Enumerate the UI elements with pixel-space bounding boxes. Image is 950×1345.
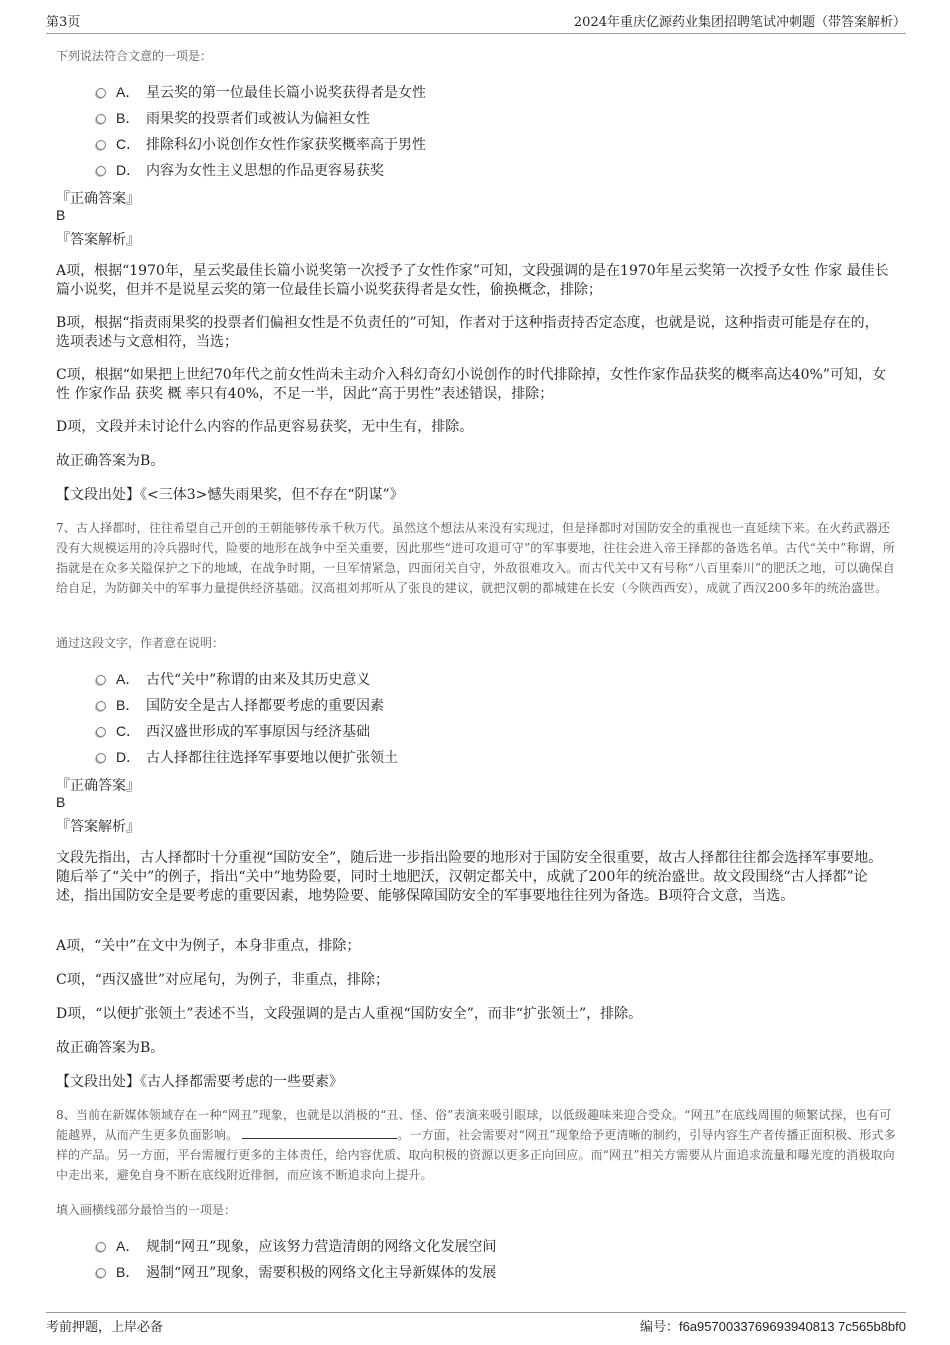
radio-button-icon[interactable] (96, 88, 106, 98)
q6-prompt: 下列说法符合文意的一项是： (56, 49, 213, 63)
option-letter: D． (116, 749, 141, 765)
q8-passage-after: 。一方面，社会需要对“网丑”现象给予更清晰的制约，引导内容生产者传播正面积极、形式多样的产品。另一方面，平台需履行更多的主体责任，给内容优质、取向积极的资源以更多正向回应。而“网丑”相关方需要从片面追求流量和曝光度的消极取向中走出来，避免自身不断在底线附近徘徊，而应该不断追求向上提升。 (56, 1128, 896, 1182)
option-letter: A． (116, 84, 140, 100)
option-text: 规制“网丑”现象，应该努力营造清朗的网络文化发展空间 (146, 1239, 497, 1255)
q6-source: 【文段出处】《<三体3>憾失雨果奖，但不存在“阴谋”》 (56, 487, 404, 503)
radio-button-icon[interactable] (96, 1268, 106, 1278)
q7-source: 【文段出处】《古人择都需要考虑的一些要素》 (56, 1074, 343, 1090)
footer-slogan: 考前押题，上岸必备 (46, 1320, 164, 1335)
option-letter: A． (116, 1238, 140, 1254)
q7-prompt: 通过这段文字，作者意在说明： (56, 636, 225, 650)
q7-answer: B (56, 794, 66, 810)
option-letter: B． (116, 110, 140, 126)
document-code (640, 1316, 906, 1335)
page-number: 第3页 (46, 15, 81, 30)
option-text: 古人择都往往选择军事要地以便扩张领土 (146, 750, 398, 766)
radio-button-icon[interactable] (96, 727, 106, 737)
option-letter: B． (116, 697, 140, 713)
option-text: 排除科幻小说创作女性作家获奖概率高于男性 (146, 137, 426, 153)
code-value: f6a9570033769693940813 7c565b8bf0 (678, 1319, 906, 1334)
option-letter: B． (116, 1264, 140, 1280)
q6-analysis-d: D项，文段并未讨论什么内容的作品更容易获奖，无中生有，排除。 (56, 419, 474, 435)
option-text: 遏制“网丑”现象，需要积极的网络文化主导新媒体的发展 (146, 1265, 497, 1281)
option-text: 古代“关中”称谓的由来及其历史意义 (146, 672, 371, 688)
q7-answer-label: 『正确答案』 (56, 778, 140, 794)
radio-button-icon[interactable] (96, 140, 106, 150)
radio-button-icon[interactable] (96, 114, 106, 124)
q7-analysis-c: C项，“西汉盛世”对应尾句，为例子，非重点，排除； (56, 972, 390, 988)
q7-analysis-main: 文段先指出，古人择都时十分重视“国防安全”，随后进一步指出险要的地形对于国防安全很重要，故古人择都往往都会选择军事要地。随后举了“关中”的例子，指出“关中”地势险要，同时土地肥沃，汉朝定都关中，成就了200年的统治盛世。故文段围绕“古人择都”论述，指出国防安全是要考虑的重要因素，地势险要、能够保障国防安全的军事要地往往列为备选。B项符合文意，当选。 (56, 850, 883, 904)
q8-passage-before: 8、当前在新媒体领域存在一种“网丑”现象，也就是以消极的“丑、怪、俗”表演来吸引眼球，以低级趣味来迎合受众。“网丑”在底线周围的频繁试探，也有可能越界，从而产生更多负面影响。 (56, 1108, 892, 1142)
option-text: 国防安全是古人择都要考虑的重要因素 (146, 698, 384, 714)
q7-conclusion: 故正确答案为B。 (56, 1040, 165, 1056)
radio-button-icon[interactable] (96, 675, 106, 685)
q7-analysis-d: D项，“以便扩张领土”表述不当，文段强调的是古人重视“国防安全”，而非“扩张领土”，排除。 (56, 1006, 643, 1022)
q6-analysis-b: B项，根据“指责雨果奖的投票者们偏袒女性是不负责任的”可知，作者对于这种指责持否定态度，也就是说，这种指责可能是存在的，选项表述与文意相符，当选； (56, 315, 879, 350)
option-text: 星云奖的第一位最佳长篇小说奖获得者是女性 (146, 85, 426, 101)
q8-passage (56, 1105, 901, 1185)
option-letter: C． (116, 723, 141, 739)
q7-passage: 7、古人择都时，往往希望自己开创的王朝能够传承千秋万代。虽然这个想法从来没有实现过，但是择都时对国防安全的重视也一直延续下来。在火药武器还没有大规模运用的冷兵器时代，险要的地形在战争中至关重要，因此那些“进可攻退可守”的军事要地，往往会进入帝王择都的备选名单。古代“关中”称谓，所指就是在众多关隘保护之下的地域，在战争时期，一旦军情紧急，四面闭关自守，外敌很难攻入。而古代关中又有号称“八百里秦川”的肥沃之地，可以确保自给自足，为防御关中的军事力量提供经济基础。汉高祖刘邦听从了张良的建议，就把汉朝的都城建在长安（今陕西西安），成就了西汉200多年的统治盛世。 (56, 521, 896, 595)
radio-button-icon[interactable] (96, 166, 106, 176)
radio-button-icon[interactable] (96, 1242, 106, 1252)
option-letter: C． (116, 136, 141, 152)
q8-prompt: 填入画横线部分最恰当的一项是： (56, 1203, 237, 1217)
code-label: 编号： (639, 1320, 679, 1335)
option-letter: A． (116, 671, 140, 687)
page-footer (46, 1312, 906, 1343)
option-text: 雨果奖的投票者们或被认为偏袒女性 (146, 111, 370, 127)
q6-analysis-label: 『答案解析』 (56, 232, 140, 248)
q7-analysis-a: A项，“关中”在文中为例子，本身非重点，排除； (56, 938, 361, 954)
q7-analysis-label: 『答案解析』 (56, 819, 140, 835)
document-title: 2024年重庆亿源药业集团招聘笔试冲刺题（带答案解析） (573, 15, 906, 30)
fill-in-blank (242, 1127, 397, 1139)
q6-analysis-c: C项，根据“如果把上世纪70年代之前女性尚未主动介入科幻奇幻小说创作的时代排除掉，女性作家作品获奖的概率高达40%”可知，女性 作家作品 获奖 概 率只有40%，不足一半，因此“高于男性”表述错误，排除； (56, 367, 886, 402)
option-text: 内容为女性主义思想的作品更容易获奖 (146, 163, 384, 179)
option-letter: D． (116, 162, 141, 178)
q6-answer: B (56, 207, 66, 223)
q6-conclusion: 故正确答案为B。 (56, 453, 165, 469)
option-text: 西汉盛世形成的军事原因与经济基础 (146, 724, 370, 740)
q6-answer-label: 『正确答案』 (56, 191, 140, 207)
radio-button-icon[interactable] (96, 701, 106, 711)
page-header (46, 0, 906, 34)
radio-button-icon[interactable] (96, 753, 106, 763)
q6-analysis-a: A项，根据“1970年，星云奖最佳长篇小说奖第一次授予了女性作家”可知，文段强调的是在1970年星云奖第一次授予女性 作家 最佳长篇小说奖，但并不是说星云奖的第一位最佳长篇小说奖获得者是女性，偷换概念，排除； (56, 263, 889, 298)
